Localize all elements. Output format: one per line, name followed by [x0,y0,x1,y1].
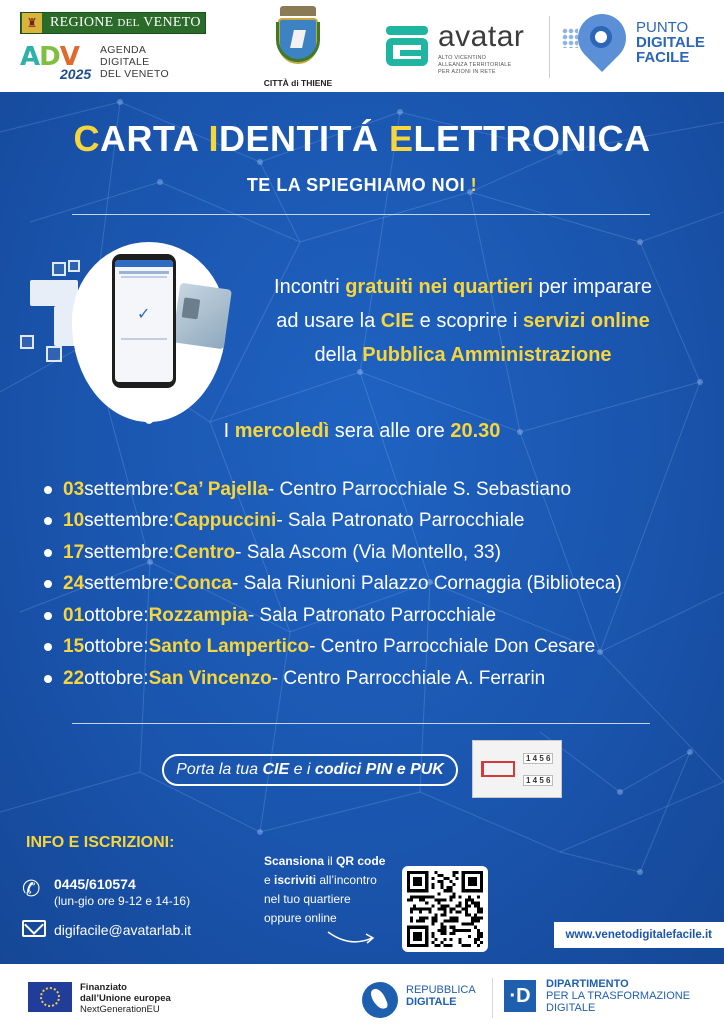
checkmark-icon: ✓ [137,306,151,323]
crown-icon [280,6,316,16]
website-link[interactable]: www.venetodigitalefacile.it [554,922,724,948]
decor-card [54,306,104,346]
footer-divider [492,978,493,1018]
adv-text: AGENDA DIGITALE DEL VENETO [100,44,169,80]
italy-map-icon [362,982,398,1018]
bullet-icon [44,612,52,620]
header-divider [549,16,550,78]
info-title: INFO E ISCRIZIONI: [26,834,175,851]
decor-square [46,346,62,362]
schedule-item: 22 ottobre: San Vincenzo - Centro Parrocchiale A. Ferrarin [44,663,704,695]
citta-di-thiene-logo [262,6,334,90]
identity-card-icon [172,283,232,350]
decor-card [30,280,78,306]
poster-body [0,92,724,964]
location-pin-hole [590,26,612,48]
repubblica-digitale-text: REPUBBLICA DIGITALE [406,984,476,1008]
schedule-item: 10 settembre: Cappuccini - Sala Patronato Parrocchiale [44,506,704,538]
decor-square [20,335,34,349]
adv-mark: ADV [20,42,79,72]
poster-title: CARTA IDENTITÁ ELETTRONICA [73,118,651,159]
bring-documents-note: Porta la tua CIE e i codici PIN e PUK [162,754,458,786]
phone-number[interactable]: 0445/610574 [54,876,136,892]
pin-puk-card-image [472,740,562,798]
punto-digitale-facile-text: PUNTO DIGITALE FACILE [636,19,705,66]
avatar-logo [386,18,546,78]
eu-flag-icon [28,982,72,1012]
eu-funding-text: Finanziato dall’Unione europea NextGenerationEU [80,982,171,1015]
qr-instructions: Scansiona il QR code e iscriviti all’incontro nel tuo quartiere oppure online [264,854,386,925]
footer [0,964,724,1024]
regione-veneto-logo [20,12,206,34]
decor-square [52,262,66,276]
avatar-mark-icon [386,26,428,66]
qr-code[interactable] [402,866,488,952]
divider-bottom [72,723,650,724]
schedule-item: 24 settembre: Conca - Sala Riunioni Palazzo Cornaggia (Biblioteca) [44,569,704,601]
bullet-icon [44,549,52,557]
meeting-time: I mercoledì sera alle ore 20.30 [223,420,501,442]
schedule-item: 03 settembre: Ca’ Pajella - Centro Parrocchiale S. Sebastiano [44,474,704,506]
dipartimento-logo-icon: ·D [504,980,536,1012]
avatar-wordmark: avatar [438,20,525,53]
arrow-highlight-icon [481,761,515,777]
office-hours: (lun-gio ore 9-12 e 14-16) [54,894,191,908]
puk-code: 1 4 5 6 [523,775,553,786]
schedule-item: 01 ottobre: Rozzampia - Sala Patronato Parrocchiale [44,600,704,632]
phone-icon: ✆ [22,876,41,901]
pixel-dots-icon [562,28,578,48]
intro-text: Incontri gratuiti nei quartieri per imparare ad usare la CIE e scoprire i servizi online della Pubblica Amministrazione [274,276,652,366]
lion-of-saint-mark-icon: ♜ [22,13,42,33]
bullet-icon [44,517,52,525]
schedule-list [44,474,704,695]
regione-veneto-name: REGIONE DEL VENETO [50,15,201,30]
divider-top [72,214,650,215]
email-address[interactable]: digifacile@avatarlab.it [54,922,192,938]
bullet-icon [44,486,52,494]
schedule-item: 17 settembre: Centro - Sala Ascom (Via Montello, 33) [44,537,704,569]
bullet-icon [44,675,52,683]
poster-subtitle: TE LA SPIEGHIAMO NOI ! [246,175,478,195]
punto-digitale-facile-logo [562,14,718,80]
adv-year: 2025 [60,66,92,82]
curved-arrow-icon [326,928,378,948]
bullet-icon [44,643,52,651]
pin-code: 1 4 5 6 [523,753,553,764]
agenda-digitale-logo [20,40,200,84]
dipartimento-text: DIPARTIMENTO PER LA TRASFORMAZIONE DIGITALE [546,978,691,1014]
top-header [0,0,724,92]
bullet-icon [44,580,52,588]
avatar-tagline: ALTO VICENTINO ALLEANZA TERRITORIALE PER AZIONI IN RETE [438,55,512,75]
smartphone-icon [112,254,176,388]
decor-square [68,260,80,272]
mail-icon [22,920,46,937]
thiene-name: CITTÀ di THIENE [263,78,333,88]
schedule-item: 15 ottobre: Santo Lampertico - Centro Parrocchiale Don Cesare [44,632,704,664]
